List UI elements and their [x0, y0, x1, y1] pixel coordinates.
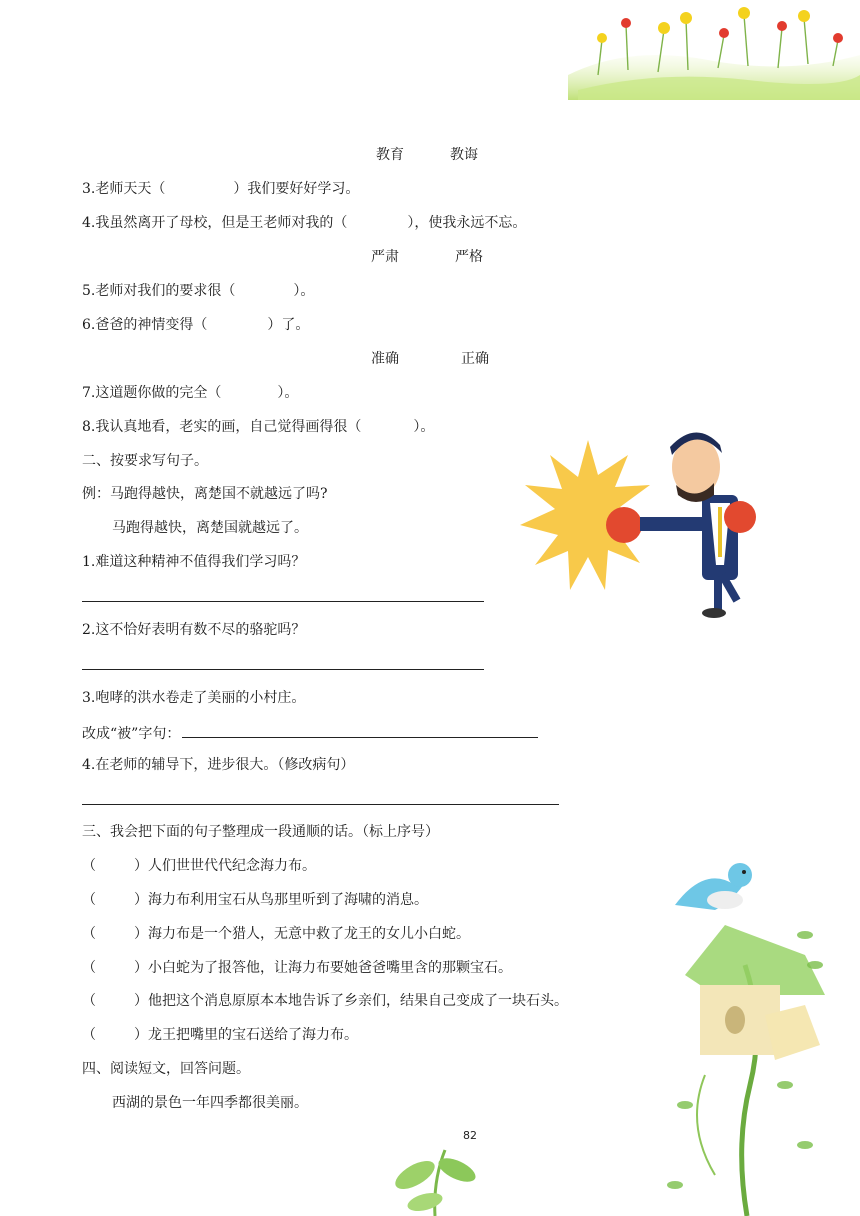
question-7: 7.这道题你做的完全（ ）。 [82, 385, 299, 401]
rewrite-question-4: 4.在老师的辅导下，进步很大。（修改病句） [82, 757, 355, 773]
section-4-heading: 四、阅读短文，回答问题。 [82, 1061, 250, 1077]
word-option: 严肃 [371, 249, 399, 265]
rewrite-question-1: 1.难道这种精神不值得我们学习吗？ [82, 554, 306, 570]
word-pair-1 [376, 146, 478, 164]
order-item: （ ）小白蛇为了报答他，让海力布要她爸爸嘴里含的那颗宝石。 [82, 960, 512, 976]
question-8: 8.我认真地看，老实的画，自己觉得画得很（ ）。 [82, 419, 435, 435]
example-answer: 马跑得越快，离楚国就越远了。 [112, 520, 308, 536]
order-item: （ ）海力布是一个猎人，无意中救了龙王的女儿小白蛇。 [82, 926, 470, 942]
order-item: （ ）海力布利用宝石从鸟那里听到了海啸的消息。 [82, 892, 428, 908]
passive-prompt: 改成“被”字句： [82, 723, 538, 743]
flower-meadow-illustration [568, 0, 860, 100]
leaf-sprout-illustration [385, 1140, 485, 1216]
question-6: 6.爸爸的神情变得（ ）了。 [82, 317, 310, 333]
rewrite-question-3: 3.咆哮的洪水卷走了美丽的小村庄。 [82, 690, 306, 706]
section-3-heading: 三、我会把下面的句子整理成一段通顺的话。（标上序号） [82, 824, 439, 840]
question-3: 3.老师天天（ ）我们要好好学习。 [82, 181, 360, 197]
word-pair-2 [371, 248, 483, 266]
word-option: 教诲 [450, 147, 478, 163]
word-option: 严格 [455, 249, 483, 265]
section-2-heading: 二、按要求写句子。 [82, 453, 208, 469]
example-question: 例：马跑得越快，离楚国不就越远了吗? [82, 486, 328, 502]
question-5: 5.老师对我们的要求很（ ）。 [82, 283, 315, 299]
page-number: 82 [463, 1129, 477, 1142]
order-item: （ ）人们世世代代纪念海力布。 [82, 858, 316, 874]
answer-line-2[interactable] [82, 669, 484, 670]
boxing-man-illustration [500, 425, 780, 620]
word-pair-3 [371, 350, 489, 368]
rewrite-question-2: 2.这不恰好表明有数不尽的骆驼吗？ [82, 622, 306, 638]
reading-paragraph: 西湖的景色一年四季都很美丽。 [112, 1095, 308, 1111]
answer-line-4[interactable] [82, 804, 559, 805]
answer-line-1[interactable] [82, 601, 484, 602]
answer-line-3[interactable] [182, 723, 538, 738]
word-option: 准确 [371, 351, 399, 367]
order-item: （ ）龙王把嘴里的宝石送给了海力布。 [82, 1027, 358, 1043]
question-4: 4.我虽然离开了母校，但是王老师对我的（ ），使我永远不忘。 [82, 215, 527, 231]
word-option: 正确 [461, 351, 489, 367]
birdhouse-vine-illustration [655, 845, 840, 1216]
word-option: 教育 [376, 147, 404, 163]
order-item: （ ）他把这个消息原原本本地告诉了乡亲们，结果自己变成了一块石头。 [82, 993, 568, 1009]
